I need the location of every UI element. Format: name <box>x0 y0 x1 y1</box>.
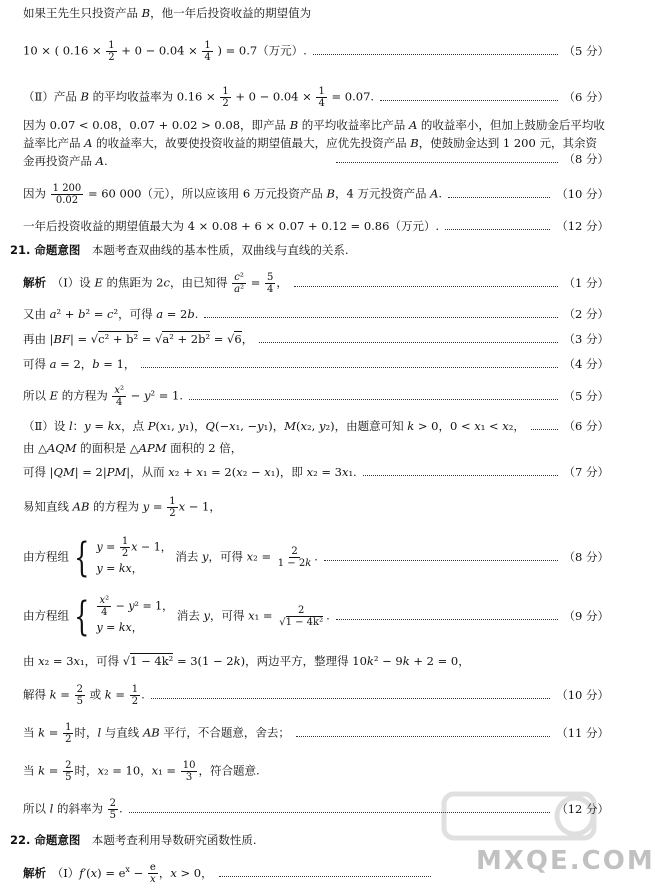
leader-dots <box>296 736 550 737</box>
text-line: 由 x₂ = 3x₁，可得 √1 − 4k² = 3(1 − 2k)，两边平方，整理得 10k² − 9k + 2 = 0， <box>23 654 470 668</box>
leader-dots <box>531 429 558 430</box>
paragraph: 因为 0.07 < 0.08，0.07 + 0.02 > 0.08，即产品 B 的平均收益率比产品 A 的收益率小，但加上鼓励金后平均收益率比产品 A 的收益率大，故要使投资收益的期望值最大，应优先投资产品 B，使鼓励金达到 1 200 元，其余资金再投资产品 A. <box>23 118 605 168</box>
score-label: （10 分） <box>556 187 609 201</box>
score-label: （12 分） <box>556 802 609 816</box>
score-label: （8 分） <box>563 152 609 166</box>
score-label: （4 分） <box>563 357 609 371</box>
leader-dots <box>313 54 558 55</box>
text-line: 解析 （Ⅰ）f′(x) = $e^x$ − $\frac{e}{x}$ ，x > 0， <box>23 862 437 885</box>
leader-dots <box>448 197 550 198</box>
score-label: （6 分） <box>563 419 609 433</box>
text-line: 如果王先生只投资产品 B，他一年后投资收益的期望值为 <box>23 6 312 20</box>
text-line-scored: 由方程组 { $\frac{\text{x²}}{4}$ − y² = 1， y = kx， 消去 y，可得 x₁ = $\frac{2}{\text{√1 − 4k²}}$ . （9 分） <box>23 593 609 640</box>
text-line-scored: 可得 |QM| = 2|PM|，从而 x₂ + x₁ = 2(x₂ − x₁)，即 x₂ = 3x₁. （7 分） <box>23 465 609 479</box>
text-line-scored: 因为 $\frac{1 200}{0.02}$ = 60 000（元），所以应该用 6 万元投资产品 B，4 万元投资产品 A. （10 分） <box>23 183 609 206</box>
score-label: （1 分） <box>563 276 609 290</box>
score-label: （3 分） <box>563 332 609 346</box>
leader-dots <box>189 399 558 400</box>
text-line-scored: 解得 k = $\frac{2}{5}$ 或 k = $\frac{1}{2}$ . （10 分） <box>23 684 609 707</box>
text-line: 当 k = $\frac{2}{5}$ 时，x₂ = 10，x₁ = $\frac{10}{3}$ ，符合题意. <box>23 760 260 783</box>
leader-dots <box>204 317 557 318</box>
equation-system: { $\frac{\text{x²}}{4}$ − y² = 1， y = kx， <box>74 593 174 640</box>
leader-dots <box>324 560 558 561</box>
leader-dots <box>151 698 550 699</box>
score-label: （10 分） <box>556 688 609 702</box>
text-line-scored: 所以 l 的斜率为 $\frac{2}{5}$ . （12 分） <box>23 798 609 821</box>
leader-dots <box>219 876 431 877</box>
leader-dots <box>294 286 558 287</box>
score-label: （7 分） <box>563 465 609 479</box>
text-line-scored: 当 k = $\frac{1}{2}$ 时，l 与直线 AB 平行，不合题意，舍去； （11 分） <box>23 722 609 745</box>
leader-dots <box>363 475 558 476</box>
leader-dots <box>445 229 550 230</box>
text-line-scored: 可得 a = 2，b = 1， （4 分） <box>23 357 609 371</box>
text-line-scored: 所以 E 的方程为 $\frac{\text{x²}}{4}$ − y² = 1. （5 分） <box>23 385 609 408</box>
section-heading: 22. 命题意图 本题考查利用导数研究函数性质. <box>10 833 257 847</box>
score-row <box>330 152 609 167</box>
text-line: 易知直线 AB 的方程为 y = $\frac{1}{2}$ x − 1， <box>23 496 221 519</box>
score-label: （5 分） <box>563 389 609 403</box>
watermark-text: MXQE.COM <box>476 846 655 876</box>
text-line-scored: （Ⅱ）设 l：y = kx，点 P(x₁, y₁)，Q(−x₁, −y₁)，M(x₂, y₂)，由题意可知 k > 0，0 < x₁ < x₂， （6 分） <box>23 419 609 433</box>
text-line-scored: 解析 （Ⅰ）设 E 的焦距为 2c，由已知得 $\frac{\text{c²}}{\text{a²}}$ = $\frac{5}{4}$ ， （1 分） <box>23 272 609 295</box>
text-line-scored: 由方程组 { y = $\frac{1}{2}$ x − 1， y = kx， 消去 y，可得 x₂ = $\frac{2}{1 - 2k}$ . （8 分） <box>23 534 609 581</box>
score-label: （2 分） <box>563 307 609 321</box>
leader-dots <box>336 619 558 620</box>
score-label: （6 分） <box>563 90 609 104</box>
section-heading: 21. 命题意图 本题考查双曲线的基本性质，双曲线与直线的关系. <box>10 243 349 257</box>
score-label: （12 分） <box>556 219 609 233</box>
text-line-scored: （Ⅱ）产品 B 的平均收益率为 0.16 × $\frac{1}{2}$ + 0 − 0.04 × $\frac{1}{4}$ = 0.07. （6 分） <box>23 86 609 109</box>
leader-dots <box>259 342 557 343</box>
text-line-scored: 再由 |BF| = √c² + b² = √a² + 2b² = √6， （3 分） <box>23 332 609 346</box>
text-line-scored: 10 × ( 0.16 × $\frac{1}{2}$ + 0 − 0.04 × $\frac{1}{4}$ ) = 0.7（万元）. （5 分） <box>23 40 609 63</box>
text-line: 由 △AQM 的面积是 △APM 面积的 2 倍， <box>23 441 243 455</box>
text-line-scored: 又由 a² + b² = c²，可得 a = 2b. （2 分） <box>23 307 609 321</box>
score-label: （9 分） <box>563 609 609 623</box>
score-label: （11 分） <box>556 726 609 740</box>
leader-dots <box>141 367 557 368</box>
leader-dots <box>336 162 558 163</box>
score-label: （8 分） <box>563 550 609 564</box>
score-label: （5 分） <box>563 44 609 58</box>
text-line-scored: 一年后投资收益的期望值最大为 4 × 0.08 + 6 × 0.07 + 0.12 = 0.86（万元）. （12 分） <box>23 219 609 233</box>
leader-dots <box>380 100 557 101</box>
equation-system: { y = $\frac{1}{2}$ x − 1， y = kx， <box>74 534 172 581</box>
